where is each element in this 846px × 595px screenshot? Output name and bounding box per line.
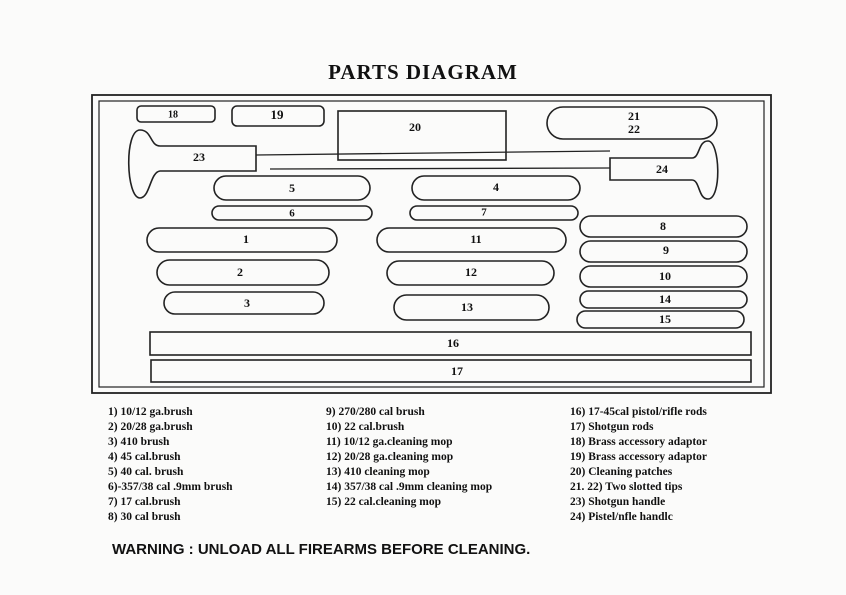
legend-item: 14) 357/38 cal .9mm cleaning mop <box>326 481 493 493</box>
slot-23 <box>129 130 256 198</box>
legend-column-1 <box>108 405 233 525</box>
slot-20-label: 20 <box>409 119 421 134</box>
legend-item: 1) 10/12 ga.brush <box>108 406 193 418</box>
slot-19-label: 19 <box>270 106 284 122</box>
legend-item: 4) 45 cal.brush <box>108 451 181 463</box>
legend-item: 9) 270/280 cal brush <box>326 406 425 418</box>
legend-column-3 <box>570 405 707 525</box>
slot-2-label: 2 <box>237 264 243 279</box>
slot-2 <box>157 260 329 285</box>
slot-22-label: 22 <box>628 121 640 136</box>
slot-13-label: 13 <box>461 299 473 314</box>
legend-item: 11) 10/12 ga.cleaning mop <box>326 436 453 448</box>
legend-item: 15) 22 cal.cleaning mop <box>326 496 441 508</box>
legend-item: 18) Brass accessory adaptor <box>570 436 708 448</box>
rod-groove-24 <box>270 168 610 169</box>
slot-23-label: 23 <box>193 149 205 164</box>
slot-6-label: 6 <box>289 207 295 220</box>
slot-14-label: 14 <box>659 291 671 306</box>
warning-lead: WARNING <box>112 541 185 558</box>
slot-8-label: 8 <box>660 218 666 233</box>
legend-item: 8) 30 cal brush <box>108 511 181 523</box>
slot-10-label: 10 <box>659 268 671 283</box>
legend-item: 23) Shotgun handle <box>570 496 666 508</box>
legend-item: 21. 22) Two slotted tips <box>570 481 683 493</box>
legend-item: 12) 20/28 ga.cleaning mop <box>326 451 454 463</box>
slot-18-label: 18 <box>168 109 178 121</box>
legend-item: 24) Pistel/nfle handlc <box>570 511 673 523</box>
legend-item: 13) 410 cleaning mop <box>326 466 430 478</box>
slot-7-label: 7 <box>481 206 487 219</box>
slot-9-label: 9 <box>663 242 669 257</box>
rod-groove-23 <box>256 151 610 155</box>
legend-item: 10) 22 cal.brush <box>326 421 405 433</box>
slot-1-label: 1 <box>243 231 249 246</box>
legend-item: 20) Cleaning patches <box>570 466 673 478</box>
warning-message: : UNLOAD ALL FIREARMS BEFORE CLEANING. <box>184 541 531 558</box>
slot-17-label: 17 <box>451 363 463 378</box>
page-title: PARTS DIAGRAM <box>328 60 518 84</box>
slot-24-label: 24 <box>656 161 668 176</box>
slot-11-label: 11 <box>470 231 482 246</box>
slot-3-label: 3 <box>244 295 250 310</box>
slot-15-label: 15 <box>659 311 671 326</box>
legend-item: 17) Shotgun rods <box>570 421 654 433</box>
legend-item: 7) 17 cal.brush <box>108 496 181 508</box>
legend-item: 5) 40 cal. brush <box>108 466 184 478</box>
slot-1 <box>147 228 337 252</box>
slot-16-label: 16 <box>447 335 459 350</box>
warning-text <box>112 541 530 558</box>
legend-item: 3) 410 brush <box>108 436 170 448</box>
legend-item: 19) Brass accessory adaptor <box>570 451 708 463</box>
slot-4-label: 4 <box>493 179 499 194</box>
slot-12-label: 12 <box>465 264 477 279</box>
slot-21-label: 21 <box>628 108 640 123</box>
slot-7 <box>410 206 578 220</box>
legend-item: 6)-357/38 cal .9mm brush <box>108 481 233 493</box>
slot-5-label: 5 <box>289 180 295 195</box>
legend-item: 2) 20/28 ga.brush <box>108 421 193 433</box>
legend-column-2 <box>326 405 492 510</box>
legend-item: 16) 17-45cal pistol/rifle rods <box>570 406 707 418</box>
